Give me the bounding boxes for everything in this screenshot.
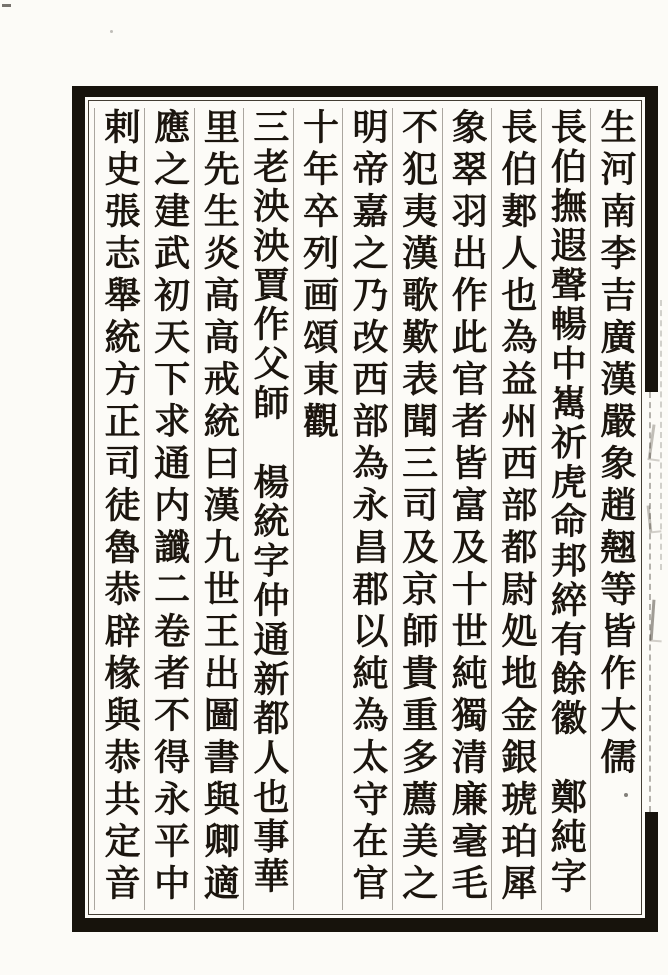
text-column-5: 不犯夷漢歌歎表聞三司及京師貴重多薦美之 — [392, 108, 442, 910]
text-column-3: 長伯郪人也為益州西部都尉処地金銀琥珀犀 — [491, 108, 541, 910]
fold-edge-dashes — [660, 300, 662, 570]
paper-speck — [110, 30, 113, 33]
text-column-6: 明帝嘉之乃改西部為永昌郡以純為太守在官 — [342, 108, 392, 910]
text-column-11: 剌史張志舉統方正司徒魯恭辟椽與恭共定音 — [94, 108, 144, 910]
text-column-2: 長伯撫遐聲暢中嶲祈虎命邦綷有餘徽 鄭純字 — [541, 108, 591, 910]
paper-speck — [2, 4, 11, 7]
text-column-1: 生河南李吉廣漢嚴象趙翹等皆作大儒 — [590, 108, 640, 910]
text-area — [89, 101, 641, 914]
text-column-4: 象翠羽出作此官者皆富及十世純獨清廉毫毛 — [442, 108, 492, 910]
inner-frame-rule — [88, 100, 642, 915]
text-column-10: 應之建武初天下求通内讖二卷者不得永平中 — [144, 108, 194, 910]
paper-speck — [624, 793, 628, 797]
bleed-mark — [650, 600, 665, 643]
text-column-7: 十年卒列画頌東觀 — [293, 108, 343, 910]
text-column-8: 三老泱泱賈作父師 楊統字仲通新都人也事華 — [243, 108, 293, 910]
page-frame — [72, 86, 658, 932]
text-column-9: 里先生炎高高戒統曰漢九世王出圖書與卿適 — [194, 108, 244, 910]
